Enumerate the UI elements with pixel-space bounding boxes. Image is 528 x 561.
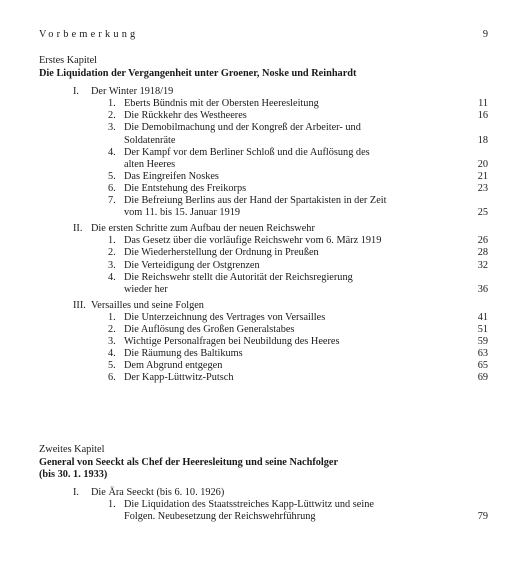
section-title: Die ersten Schritte zum Aufbau der neuen Reichswehr — [91, 223, 315, 235]
entry-title: Die Reichswehr stellt die Autorität der Reichsregierung — [124, 271, 353, 283]
entry-number: 6. — [108, 182, 116, 194]
chapter-kicker: Zweites Kapitel — [39, 444, 105, 455]
chapter-title: General von Seeckt als Chef der Heeresleitung und seine Nachfolger — [39, 457, 339, 468]
entry-number: 4. — [108, 348, 116, 360]
entry-page-number: 41 — [477, 311, 488, 323]
section-title: Versailles und seine Folgen — [91, 299, 204, 311]
entry-title: Die Demobilmachung und der Kongreß der Arbeiter- und — [124, 122, 361, 134]
entry-page-number: 28 — [477, 247, 488, 259]
entry-title: Die Auflösung des Großen Generalstabes — [124, 324, 295, 335]
entry-number: 2. — [108, 110, 116, 122]
section-number: III. — [73, 299, 86, 311]
entry-number: 4. — [108, 271, 116, 283]
entry-title: Die Rückkehr des Westheeres — [124, 110, 247, 122]
entry-page-number: 20 — [477, 158, 488, 170]
entry-number: 4. — [108, 146, 116, 158]
section-number: I. — [73, 86, 80, 98]
entry-page-number: 69 — [477, 372, 488, 384]
entry-page-number: 23 — [477, 182, 488, 194]
entry-title: Die Befreiung Berlins aus der Hand der Spartakisten in der Zeit — [124, 195, 387, 206]
entry-page-number: 79 — [477, 511, 488, 523]
entry-page-number: 59 — [477, 336, 488, 348]
entry-page-number: 51 — [477, 324, 488, 335]
entry-number: 3. — [108, 122, 116, 134]
entry-number: 1. — [108, 235, 116, 247]
entry-title: Dem Abgrund entgegen — [124, 360, 223, 372]
entry-title: alten Heeres — [124, 158, 176, 170]
entry-title: Die Verteidigung der Ostgrenzen — [124, 259, 260, 271]
entry-title: Die Liquidation des Staatsstreiches Kapp-Lüttwitz und seine — [124, 499, 374, 511]
entry-number: 3. — [108, 259, 116, 271]
entry-title: Das Eingreifen Noskes — [124, 170, 219, 182]
section-title: Die Ära Seeckt (bis 6. 10. 1926) — [91, 487, 225, 499]
entry-title: vom 11. bis 15. Januar 1919 — [124, 207, 241, 219]
entry-title: Folgen. Neubesetzung der Reichswehrführung — [124, 511, 316, 523]
section-number: II. — [73, 223, 83, 235]
entry-page-number: 16 — [477, 110, 488, 122]
entry-page-number: 36 — [477, 283, 488, 295]
entry-number: 2. — [108, 247, 116, 259]
entry-number: 6. — [108, 372, 116, 384]
entry-title: Der Kapp-Lüttwitz-Putsch — [124, 372, 234, 384]
entry-title: Die Unterzeichnung des Vertrages von Versailles — [124, 311, 326, 323]
entry-page-number: 11 — [478, 98, 488, 110]
section-number: I. — [73, 487, 80, 499]
header-page-number: 9 — [482, 29, 488, 40]
entry-title: Die Räumung des Baltikums — [124, 348, 243, 360]
entry-number: 5. — [108, 360, 116, 372]
entry-page-number: 18 — [477, 134, 488, 146]
entry-page-number: 32 — [477, 259, 488, 271]
entry-page-number: 25 — [477, 207, 488, 219]
entry-title: wieder her — [124, 283, 168, 295]
section-title: Der Winter 1918/19 — [91, 86, 174, 98]
entry-number: 1. — [108, 311, 116, 323]
header-label: Vorbemerkung — [39, 29, 139, 40]
entry-page-number: 26 — [477, 235, 488, 247]
entry-number: 3. — [108, 336, 116, 348]
entry-title: Der Kampf vor dem Berliner Schloß und die Auflösung des — [124, 146, 370, 158]
entry-title: Soldatenräte — [124, 134, 176, 146]
entry-title: Eberts Bündnis mit der Obersten Heeresleitung — [124, 98, 319, 110]
entry-page-number: 21 — [477, 170, 488, 182]
chapter-kicker: Erstes Kapitel — [39, 55, 98, 66]
entry-title: Das Gesetz über die vorläufige Reichswehr vom 6. März 1919 — [124, 235, 382, 247]
entry-title: Die Wiederherstellung der Ordnung in Preußen — [124, 247, 319, 259]
entry-title: Wichtige Personalfragen bei Neubildung des Heeres — [124, 336, 340, 348]
entry-page-number: 65 — [477, 360, 488, 372]
entry-title: Die Entstehung des Freikorps — [124, 182, 247, 194]
chapter-title: Die Liquidation der Vergangenheit unter Groener, Noske und Reinhardt — [39, 68, 357, 79]
entry-number: 2. — [108, 324, 116, 335]
entry-number: 7. — [108, 195, 116, 206]
chapter-title: (bis 30. 1. 1933) — [39, 469, 108, 481]
entry-number: 1. — [108, 98, 116, 110]
entry-page-number: 63 — [477, 348, 488, 360]
entry-number: 1. — [108, 499, 116, 511]
entry-number: 5. — [108, 170, 116, 182]
